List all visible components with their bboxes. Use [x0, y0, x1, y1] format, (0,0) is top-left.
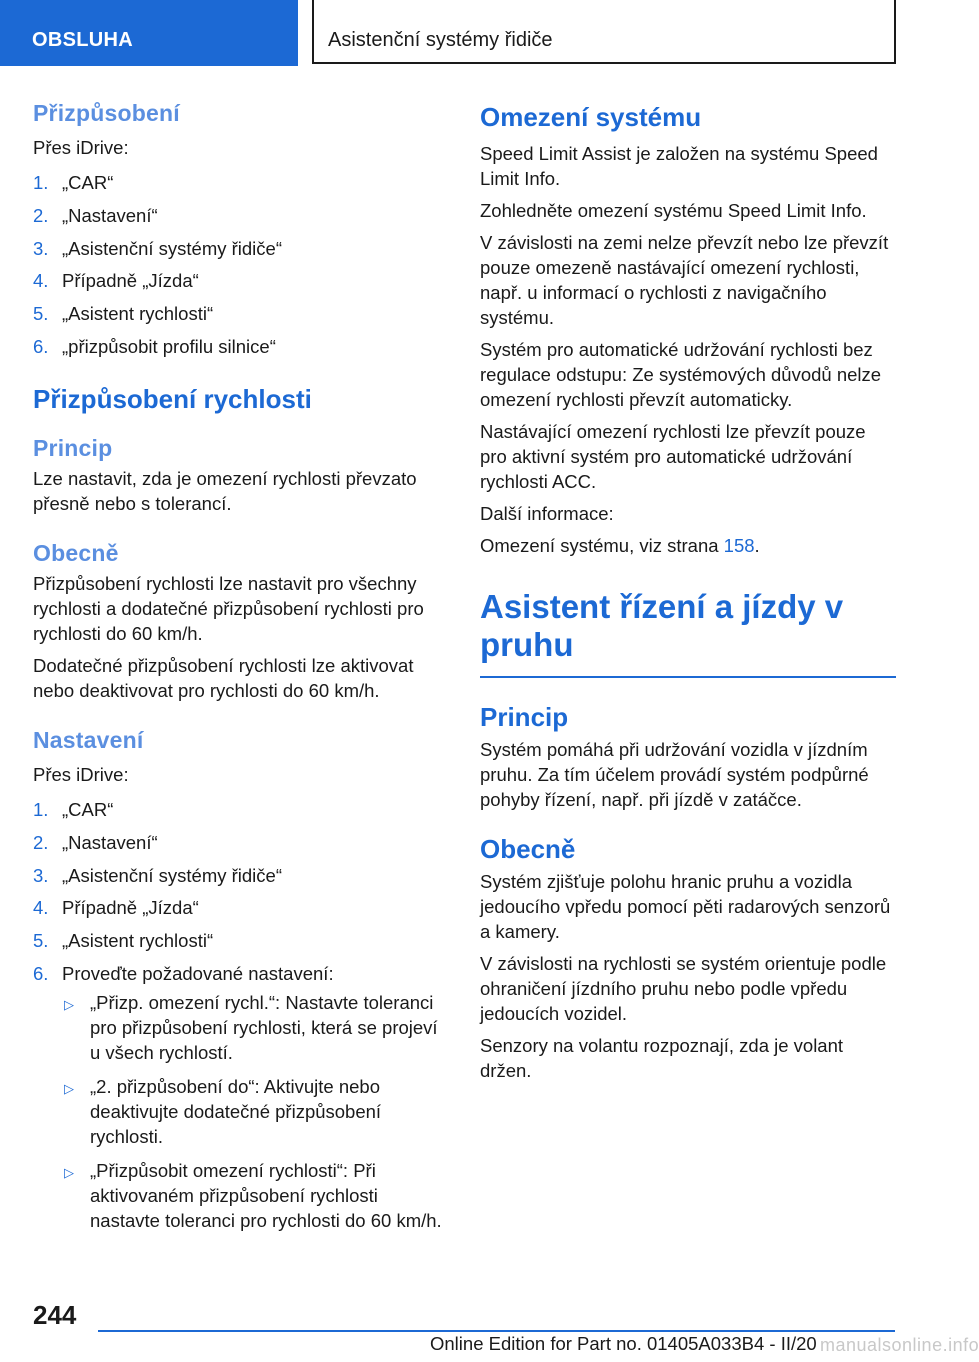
list-item [33, 797, 451, 822]
step-text: Případně „Jízda“ [62, 897, 199, 919]
adapt-heading: Přizpůsobení [33, 100, 180, 126]
limits-paragraph-2: Zohledněte omezení systému Speed Limit Info. [480, 200, 867, 221]
step-text: „Nastavení“ [62, 831, 158, 853]
step-number: 3. [33, 237, 49, 259]
lane-assist-heading: Asistent řízení a jízdy v pruhu [480, 588, 844, 663]
principle-text: Lze nastavit, zda je omezení rychlosti převzato přesně nebo s tolerancí. [33, 467, 417, 514]
lane-general-paragraph-2: V závislosti na rychlosti se systém orientuje podle ohraničení jízdního pruhu nebo podle vpředu jedoucích vozidel. [480, 953, 887, 1024]
adapt-steps-list [33, 170, 451, 359]
sub-list-item [62, 1074, 451, 1149]
limits-paragraph-3: V závislosti na zemi nelze převzít nebo lze převzít pouze omezeně nastávající omezení rychlosti, např. u informací o rychlosti z navigačního systému. [480, 232, 889, 328]
triangle-bullet-icon: ▷ [64, 996, 74, 1012]
step-number: 4. [33, 897, 49, 919]
right-column [480, 102, 896, 1083]
step-text: „Asistenční systémy řidiče“ [62, 237, 282, 259]
page-link[interactable]: 158 [723, 535, 755, 556]
speed-adapt-heading: Přizpůsobení rychlosti [33, 383, 312, 414]
sub-list-item [62, 990, 451, 1065]
sub-item-text: „Přizp. omezení rychl.“: Nastavte toleranci pro přizpůsobení rychlosti, která se projeví u všech rychlostí. [90, 991, 438, 1063]
step-number: 5. [33, 303, 49, 325]
settings-intro: Přes iDrive: [33, 763, 129, 785]
step-number: 3. [33, 864, 49, 886]
list-item [33, 268, 451, 293]
section-tab: OBSLUHA [0, 0, 298, 66]
footer-divider [98, 1330, 895, 1332]
lane-general-paragraph-3: Senzory na volantu rozpoznají, zda je volant držen. [480, 1035, 844, 1081]
sub-item-text: „Přizpůsobit omezení rychlosti“: Při aktivovaném přizpůsobení rychlosti nastavte toleranci pro rychlosti do 60 km/h. [90, 1159, 442, 1231]
settings-steps-list [33, 797, 451, 1233]
limits-paragraph-5: Nastávající omezení rychlosti lze převzít pouze pro aktivní systém pro automatické udržování rychlosti ACC. [480, 421, 866, 492]
step-text: „Nastavení“ [62, 204, 158, 226]
reference-text: Omezení systému, viz strana [480, 535, 724, 556]
list-item [33, 236, 451, 261]
chapter-tab: Asistenční systémy řidiče [312, 0, 896, 64]
lane-general-heading: Obecně [480, 834, 576, 864]
list-item [33, 863, 451, 888]
sub-item-text: „2. přizpůsobení do“: Aktivujte nebo deaktivujte dodatečné přizpůsobení rychlosti. [90, 1075, 382, 1147]
lane-general-paragraph-1: Systém zjišťuje polohu hranic pruhu a vozidla jedoucího vpředu pomocí pěti radarových senzorů a kamery. [480, 871, 891, 942]
step-number: 1. [33, 798, 49, 820]
list-item [33, 830, 451, 855]
page-reference [480, 533, 896, 558]
step-number: 2. [33, 831, 49, 853]
general-heading: Obecně [33, 539, 119, 566]
triangle-bullet-icon: ▷ [64, 1164, 74, 1180]
list-item [33, 301, 451, 326]
general-paragraph-1: Přizpůsobení rychlosti lze nastavit pro všechny rychlosti a dodatečné přizpůsobení rychlosti pro rychlosti do 60 km/h. [33, 572, 424, 644]
watermark: manualsonline.info [820, 1335, 979, 1355]
reference-suffix: . [754, 535, 760, 556]
system-limits-heading: Omezení systému [480, 102, 702, 132]
step-text: „přizpůsobit profilu silnice“ [62, 335, 276, 357]
more-info-label: Další informace: [480, 503, 614, 524]
list-item [33, 334, 451, 359]
general-paragraph-2: Dodatečné přizpůsobení rychlosti lze aktivovat nebo deaktivovat pro rychlosti do 60 km/h. [33, 654, 414, 701]
sub-list [62, 990, 451, 1233]
lane-principle-heading: Princip [480, 702, 569, 732]
list-item [33, 203, 451, 228]
left-column [33, 100, 451, 1242]
step-number: 6. [33, 335, 49, 357]
step-text: „CAR“ [62, 172, 114, 193]
limits-paragraph-1: Speed Limit Assist je založen na systému Speed Limit Info. [480, 143, 878, 189]
lane-principle-text: Systém pomáhá při udržování vozidla v jízdním pruhu. Za tím účelem provádí systém podpůrné pohyby řízení, např. při jízdě v zatáčce. [480, 739, 869, 810]
step-text: Případně „Jízda“ [62, 270, 199, 292]
step-number: 4. [33, 270, 49, 292]
edition-text: Online Edition for Part no. 01405A033B4 - II/20 [430, 1333, 817, 1354]
triangle-bullet-icon: ▷ [64, 1080, 74, 1096]
limits-paragraph-4: Systém pro automatické udržování rychlosti bez regulace odstupu: Ze systémových důvodů nelze omezení rychlosti převzít automaticky. [480, 339, 882, 410]
step-number: 6. [33, 962, 49, 984]
list-item [33, 895, 451, 920]
step-text: „CAR“ [62, 798, 114, 820]
step-text: „Asistent rychlosti“ [62, 930, 214, 952]
heading-divider [480, 676, 896, 678]
list-item [33, 928, 451, 953]
step-number: 5. [33, 930, 49, 952]
settings-heading: Nastavení [33, 726, 144, 753]
step-text: „Asistent rychlosti“ [62, 303, 214, 325]
principle-heading: Princip [33, 434, 113, 461]
step-text: Proveďte požadované nastavení: [62, 962, 334, 984]
list-item [33, 961, 451, 1233]
step-text: „Asistenční systémy řidiče“ [62, 864, 282, 886]
step-number: 1. [33, 172, 49, 193]
list-item [33, 170, 451, 195]
adapt-intro: Přes iDrive: [33, 137, 129, 158]
page-header [0, 0, 960, 66]
page-number: 244 [33, 1300, 77, 1330]
step-number: 2. [33, 204, 49, 226]
sub-list-item [62, 1158, 451, 1233]
